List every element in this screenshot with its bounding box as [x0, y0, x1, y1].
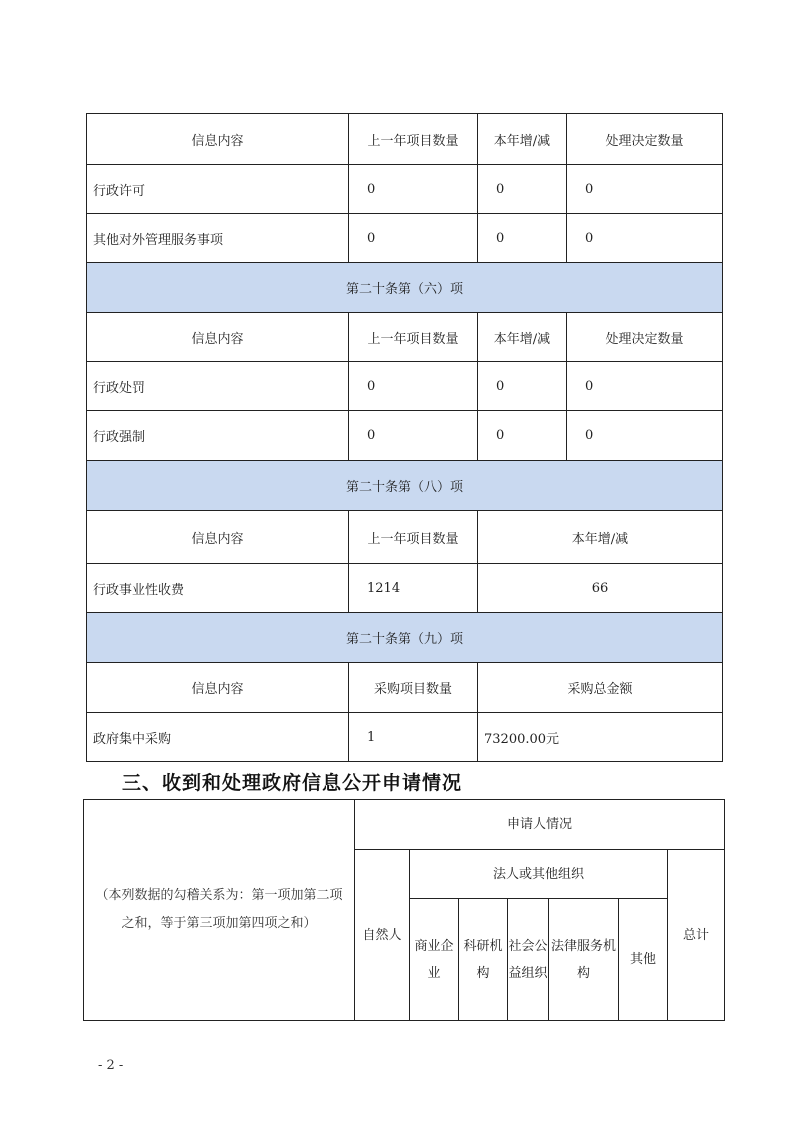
- natural-person-header: 自然人: [355, 850, 410, 1021]
- table-header-row: [87, 511, 723, 564]
- row-name: 行政许可: [87, 165, 349, 214]
- row-prev: 0: [349, 411, 478, 461]
- section-title-8: 第二十条第（八）项: [87, 461, 723, 511]
- row-name: 行政处罚: [87, 362, 349, 411]
- row-count: 1: [349, 713, 478, 762]
- section-title-9: 第二十条第（九）项: [87, 613, 723, 663]
- header-change: 本年增/减: [478, 511, 723, 564]
- header-amount: 采购总金额: [478, 663, 723, 713]
- header-prev: 上一年项目数量: [349, 511, 478, 564]
- row-decision: 0: [567, 411, 723, 461]
- total-header: 总计: [668, 850, 725, 1021]
- note-cell: （本列数据的勾稽关系为：第一项加第二项之和，等于第三项加第四项之和）: [84, 800, 355, 1021]
- table-row: [87, 564, 723, 613]
- header-count: 采购项目数量: [349, 663, 478, 713]
- disclosure-table: [86, 113, 723, 762]
- row-amount: 73200.00元: [478, 713, 723, 762]
- header-info: 信息内容: [87, 663, 349, 713]
- row-decision: 0: [567, 214, 723, 263]
- row-change: 0: [478, 214, 567, 263]
- header-change: 本年增/减: [478, 114, 567, 165]
- row-prev: 1214: [349, 564, 478, 613]
- table-row: [87, 214, 723, 263]
- table-row: [87, 362, 723, 411]
- header-info: 信息内容: [87, 511, 349, 564]
- row-name: 其他对外管理服务事项: [87, 214, 349, 263]
- other-header: 其他: [619, 899, 668, 1021]
- header-info: 信息内容: [87, 114, 349, 165]
- row-change: 0: [478, 362, 567, 411]
- header-prev: 上一年项目数量: [349, 313, 478, 362]
- table-header-row: [87, 114, 723, 165]
- table-row: [87, 165, 723, 214]
- social-header: 社会公益组织: [508, 899, 549, 1021]
- row-prev: 0: [349, 362, 478, 411]
- table-header-row: [84, 800, 725, 850]
- section-row: [87, 263, 723, 313]
- research-header: 科研机构: [459, 899, 508, 1021]
- application-table: [83, 799, 725, 1021]
- section-heading: 三、收到和处理政府信息公开申请情况: [122, 772, 463, 794]
- header-decision: 处理决定数量: [567, 313, 723, 362]
- header-change: 本年增/减: [478, 313, 567, 362]
- table-row: [87, 411, 723, 461]
- row-decision: 0: [567, 165, 723, 214]
- header-decision: 处理决定数量: [567, 114, 723, 165]
- table-header-row: [87, 313, 723, 362]
- row-prev: 0: [349, 165, 478, 214]
- row-decision: 0: [567, 362, 723, 411]
- commercial-header: 商业企业: [410, 899, 459, 1021]
- section-row: [87, 613, 723, 663]
- row-name: 行政事业性收费: [87, 564, 349, 613]
- legal-entity-header: 法人或其他组织: [410, 850, 668, 899]
- table-header-row: [87, 663, 723, 713]
- section-title-6: 第二十条第（六）项: [87, 263, 723, 313]
- row-name: 政府集中采购: [87, 713, 349, 762]
- table-row: [87, 713, 723, 762]
- row-name: 行政强制: [87, 411, 349, 461]
- row-change: 0: [478, 411, 567, 461]
- row-change: 0: [478, 165, 567, 214]
- section-row: [87, 461, 723, 511]
- header-info: 信息内容: [87, 313, 349, 362]
- row-change: 66: [478, 564, 723, 613]
- header-prev: 上一年项目数量: [349, 114, 478, 165]
- page-number: - 2 -: [98, 1058, 124, 1073]
- row-prev: 0: [349, 214, 478, 263]
- legal-service-header: 法律服务机构: [549, 899, 619, 1021]
- applicant-header: 申请人情况: [355, 800, 725, 850]
